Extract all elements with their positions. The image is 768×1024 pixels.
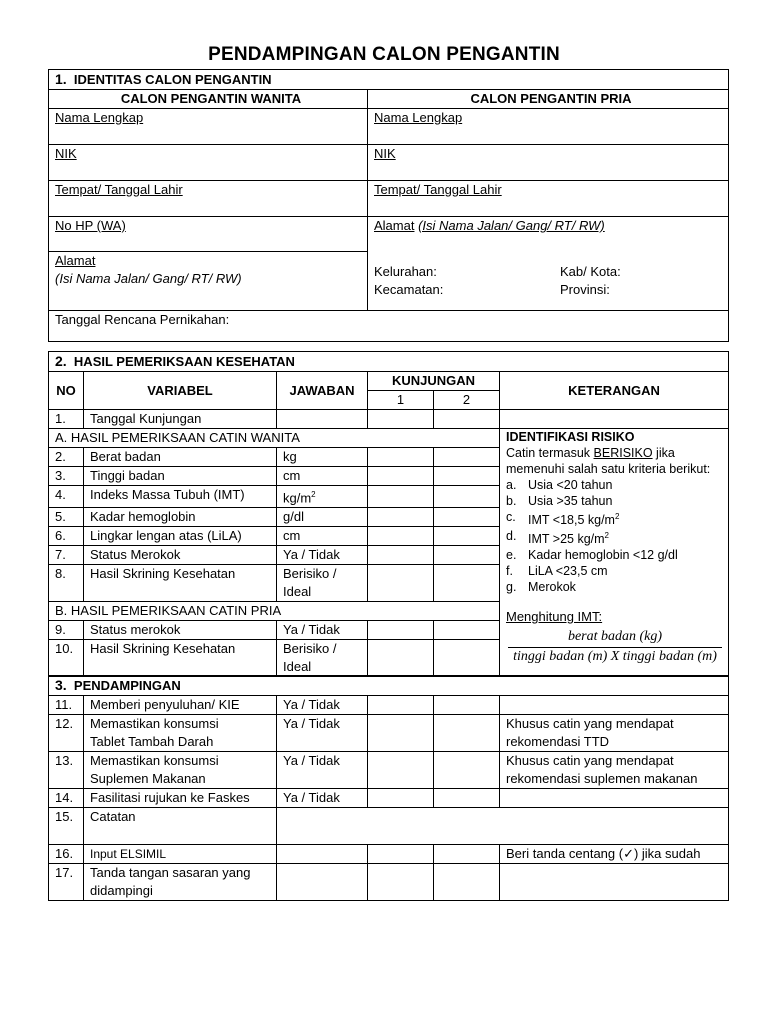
- female-address-field[interactable]: Alamat (Isi Nama Jalan/ Gang/ RT/ RW): [49, 252, 368, 311]
- section3-heading: 3. PENDAMPINGAN: [49, 676, 729, 696]
- male-address-field[interactable]: Alamat (Isi Nama Jalan/ Gang/ RT/ RW) Kelurahan: Kab/ Kota: Kecamatan: Provinsi:: [368, 217, 729, 311]
- header-variabel: VARIABEL: [84, 372, 277, 410]
- female-phone-field[interactable]: No HP (WA): [49, 217, 368, 252]
- group-b-heading: B. HASIL PEMERIKSAAN CATIN PRIA: [49, 602, 500, 621]
- table-row: 6. Lingkar lengan atas (LiLA) cm: [49, 527, 729, 546]
- table-row: 2. Berat badan kg: [49, 448, 729, 467]
- header-no: NO: [49, 372, 84, 410]
- list-item: b. Usia >35 tahun: [506, 494, 613, 508]
- list-item: a. Usia <20 tahun: [506, 478, 613, 492]
- wedding-date-field[interactable]: Tanggal Rencana Pernikahan:: [49, 311, 729, 342]
- health-check-table: [48, 351, 729, 677]
- male-name-field[interactable]: Nama Lengkap: [368, 109, 729, 145]
- table-row: 12. Memastikan konsumsi Tablet Tambah Darah Ya / Tidak Khusus catin yang mendapat rekomendasi TTD: [49, 715, 729, 752]
- female-birth-field[interactable]: Tempat/ Tanggal Lahir: [49, 181, 368, 217]
- list-item: c. IMT <18,5 $kg/m^2$: [506, 510, 620, 528]
- table-row: 5. Kadar hemoglobin g/dl: [49, 508, 729, 527]
- table-row: 15. Catatan: [49, 808, 729, 845]
- table-row: 9. Status merokok Ya / Tidak: [49, 621, 729, 640]
- table-row: 10. Hasil Skrining Kesehatan Berisiko / Ideal: [49, 640, 729, 677]
- male-birth-field[interactable]: Tempat/ Tanggal Lahir: [368, 181, 729, 217]
- table-row: 17. Tanda tangan sasaran yang didampingi: [49, 864, 729, 901]
- risk-identification: IDENTIFIKASI RISIKO Catin termasuk BERISIKO jika memenuhi salah satu kriteria berikut: a. Usia <20 tahun b. Usia >35 tahun c. IMT <18,5 $kg/m^2$ d. IMT >25 $kg/m^2$ e. Kadar hemoglobin <12 g/dl f. LiLA <23,5 cm g. Merokok Menghitung IMT: berat badan (kg) tinggi badan (m) X tinggi badan (m): [500, 429, 729, 677]
- table-row: 8. Hasil Skrining Kesehatan Berisiko / Ideal: [49, 565, 729, 602]
- table-row: 7. Status Merokok Ya / Tidak: [49, 546, 729, 565]
- col-header-female: CALON PENGANTIN WANITA: [49, 90, 368, 109]
- table-row: 14. Fasilitasi rujukan ke Faskes Ya / Tidak: [49, 789, 729, 808]
- list-item: f. LiLA <23,5 cm: [506, 564, 608, 579]
- female-nik-field[interactable]: NIK: [49, 145, 368, 181]
- list-item: e. Kadar hemoglobin <12 g/dl: [506, 548, 678, 563]
- section1-heading: 1. IDENTITAS CALON PENGANTIN: [49, 70, 729, 90]
- list-item: g. Merokok: [506, 580, 576, 595]
- header-visit-2: 2: [434, 391, 500, 410]
- table-row: 13. Memastikan konsumsi Suplemen Makanan Ya / Tidak Khusus catin yang mendapat rekomendasi suplemen makanan: [49, 752, 729, 789]
- header-keterangan: KETERANGAN: [500, 372, 729, 410]
- table-row: 3. Tinggi badan cm: [49, 467, 729, 486]
- header-jawaban: JAWABAN: [277, 372, 368, 410]
- identity-table: [48, 69, 729, 342]
- section2-heading: 2. HASIL PEMERIKSAAN KESEHATAN: [49, 352, 729, 372]
- male-nik-field[interactable]: NIK: [368, 145, 729, 181]
- table-row: 4. Indeks Massa Tubuh (IMT) $kg/m^2$: [49, 486, 729, 508]
- header-kunjungan: KUNJUNGAN: [368, 372, 500, 391]
- table-row: 11. Memberi penyuluhan/ KIE Ya / Tidak: [49, 696, 729, 715]
- header-visit-1: 1: [368, 391, 434, 410]
- group-a-heading: A. HASIL PEMERIKSAAN CATIN WANITA: [49, 429, 500, 448]
- table-row: 1. Tanggal Kunjungan: [49, 410, 729, 429]
- table-row: 16. Input ELSIMIL Beri tanda centang (✓) jika sudah: [49, 845, 729, 864]
- page-title: PENDAMPINGAN CALON PENGANTIN: [208, 44, 560, 65]
- imt-formula: berat badan (kg) tinggi badan (m) X tinggi badan (m): [506, 629, 724, 665]
- col-header-male: CALON PENGANTIN PRIA: [368, 90, 729, 109]
- assistance-table: [48, 675, 729, 901]
- risk-criteria-list: [506, 477, 724, 595]
- notes-field[interactable]: [277, 808, 729, 845]
- list-item: d. IMT >25 $kg/m^2$: [506, 529, 609, 547]
- female-name-field[interactable]: Nama Lengkap: [49, 109, 368, 145]
